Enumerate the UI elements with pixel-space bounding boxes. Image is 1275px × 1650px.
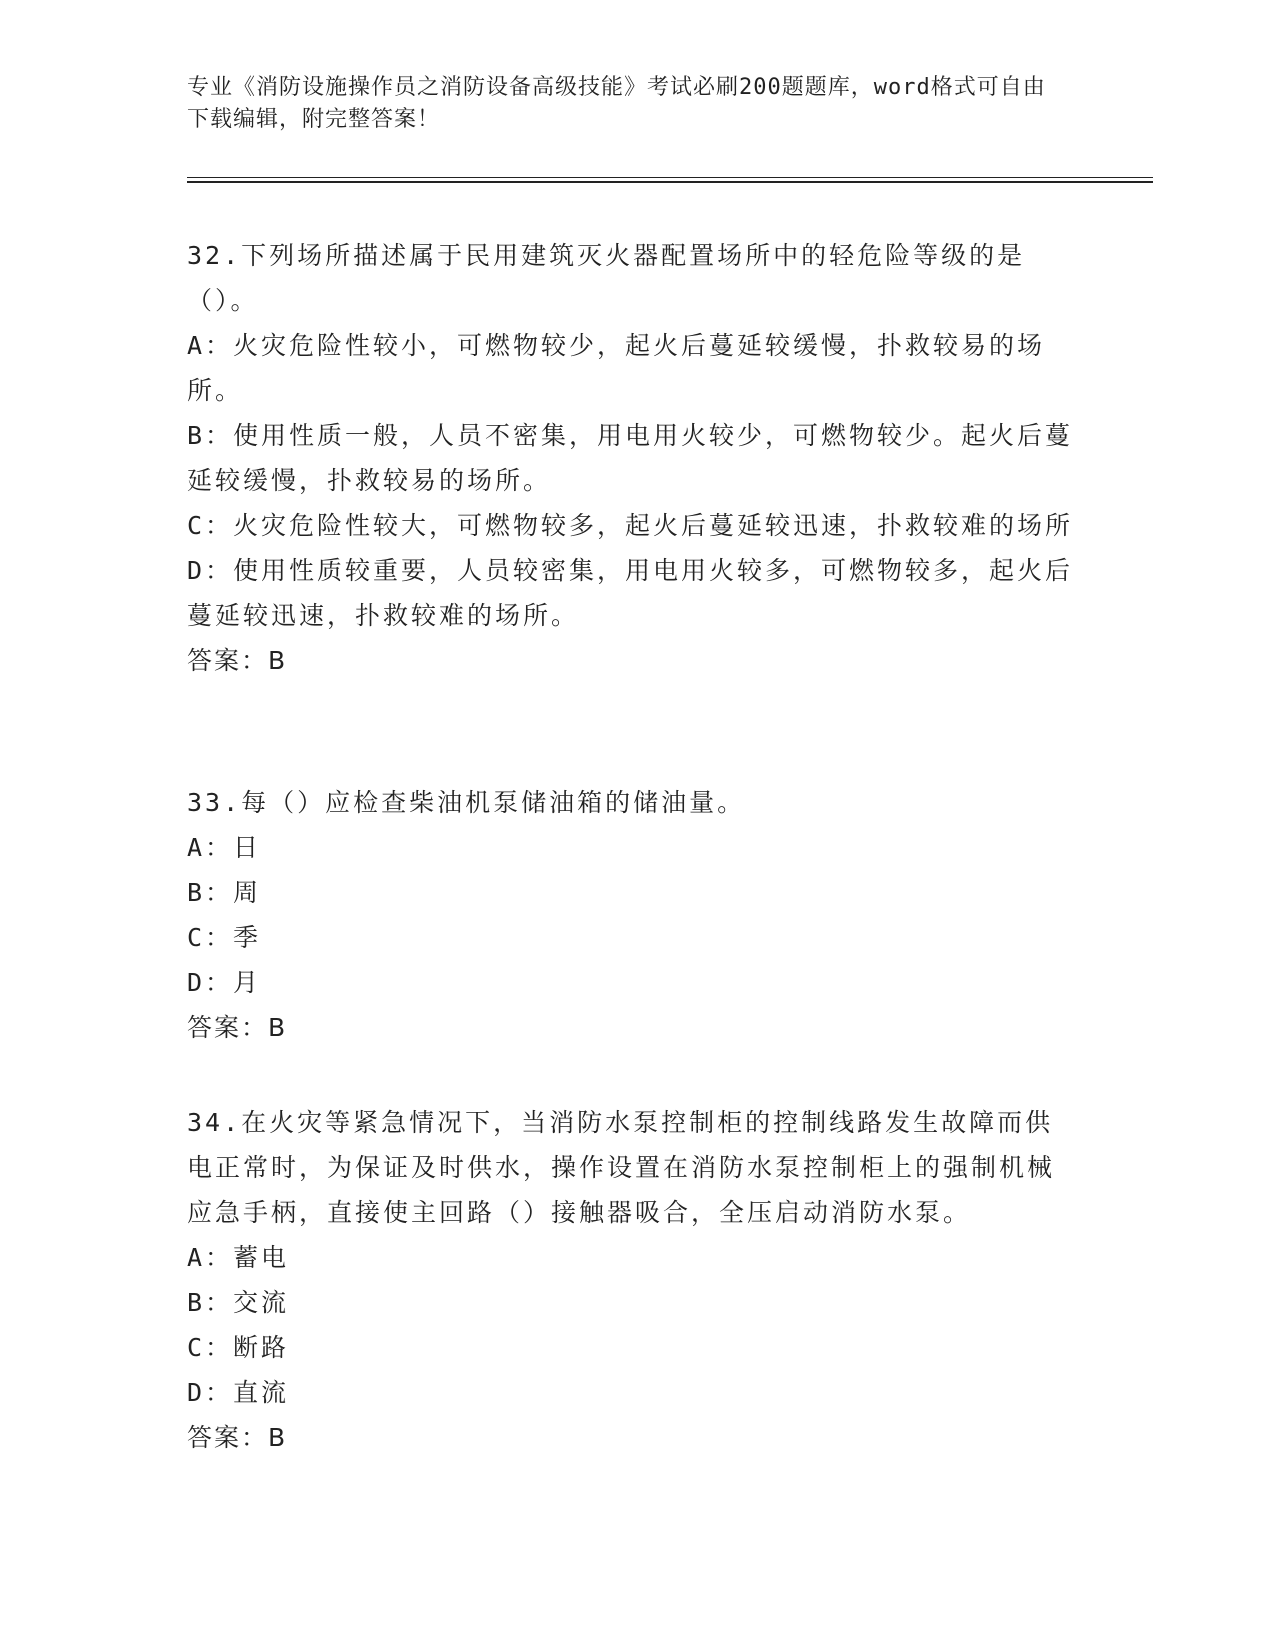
question-text: 32.下列场所描述属于民用建筑灭火器配置场所中的轻危险等级的是（）。 — [187, 241, 1026, 315]
question-33 — [187, 780, 1077, 1050]
option-a: A：日 — [187, 833, 262, 862]
option-a: A：火灾危险性较小，可燃物较少，起火后蔓延较缓慢，扑救较易的场所。 — [187, 331, 1046, 405]
question-34 — [187, 1100, 1077, 1460]
option-a: A：蓄电 — [187, 1243, 290, 1272]
question-text: 33.每（）应检查柴油机泵储油箱的储油量。 — [187, 788, 746, 817]
header-divider-thin — [187, 177, 1153, 178]
question-text: 34.在火灾等紧急情况下，当消防水泵控制柜的控制线路发生故障而供电正常时，为保证及时供水，操作设置在消防水泵控制柜上的强制机械应急手柄，直接使主回路（）接触器吸合，全压启动消防水泵。 — [187, 1108, 1056, 1227]
answer: 答案：B — [187, 646, 288, 675]
option-c: C：季 — [187, 923, 262, 952]
option-d: D：月 — [187, 968, 262, 997]
answer: 答案：B — [187, 1423, 288, 1452]
option-d: D：直流 — [187, 1378, 290, 1407]
option-c: C：断路 — [187, 1333, 290, 1362]
question-32 — [187, 233, 1077, 683]
option-b: B：使用性质一般，人员不密集，用电用火较少，可燃物较少。起火后蔓延较缓慢，扑救较易的场所。 — [187, 421, 1074, 495]
option-c: C：火灾危险性较大，可燃物较多，起火后蔓延较迅速，扑救较难的场所 — [187, 511, 1074, 540]
option-d: D：使用性质较重要，人员较密集，用电用火较多，可燃物较多，起火后蔓延较迅速，扑救较难的场所。 — [187, 556, 1074, 630]
header-divider-thick — [187, 181, 1153, 183]
answer: 答案：B — [187, 1013, 288, 1042]
document-header: 专业《消防设施操作员之消防设备高级技能》考试必刷200题题库，word格式可自由下载编辑，附完整答案！ — [187, 75, 1046, 132]
option-b: B：周 — [187, 878, 262, 907]
option-b: B：交流 — [187, 1288, 290, 1317]
